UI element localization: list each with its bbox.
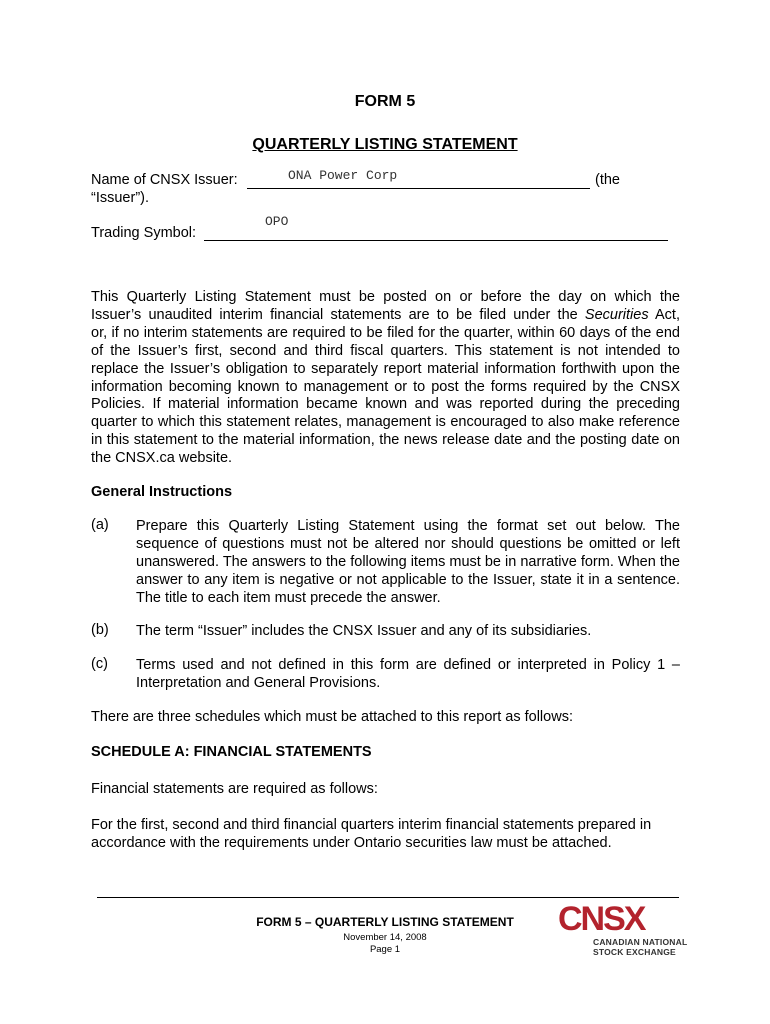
trading-symbol-field[interactable] [204, 214, 668, 241]
general-instructions-heading: General Instructions [91, 484, 233, 500]
logo-line-1: CANADIAN NATIONAL [593, 937, 688, 947]
cnsx-logo-mark [556, 900, 646, 936]
item-text-a: Prepare this Quarterly Listing Statement using the format set out below. The sequence of questions must not be altered nor should questions be omitted or left unanswered. The answers to the following items must be in narrative form. When the answer to any item is negative or not applicable to the Issuer, state it in a sentence. The title to each item must precede the answer. [136, 518, 680, 606]
footer-title: FORM 5 – QUARTERLY LISTING STATEMENT [256, 915, 514, 929]
form-number: FORM 5 [354, 93, 416, 110]
schedule-a-para-2: For the first, second and third financial quarters interim financial statements prepared in accordance with the requirements under Ontario securities law must be attached. [91, 817, 652, 851]
intro-line-2-text: Issuer’s unaudited interim financial statements are to be filed under the [91, 306, 585, 323]
intro-line-1: This Quarterly Listing Statement must be posted on or before the day on which the [91, 289, 680, 305]
item-text-b: The term “Issuer” includes the CNSX Issuer and any of its subsidiaries. [136, 623, 592, 639]
intro-rest: or, if no interim statements are required to be filed for the quarter, within 60 days of the end of the Issuer’s first, second and third fiscal quarters. This statement is not intended to replace the Issuer’s obligation to separately report material information forthwith upon the information becoming known to management or to post the forms required by the CNSX Policies. If material information became known and was reported during the preceding quarter to which this statement relates, management is encouraged to also make reference in this statement to the material information, the news release date and the posting date on the CNSX.ca website. [91, 324, 680, 467]
cnsx-logo-text: CNSX [558, 900, 645, 936]
item-letter-b: (b) [91, 622, 109, 638]
logo-line-2: STOCK EXCHANGE [593, 947, 676, 957]
item-text-c: Terms used and not defined in this form are defined or interpreted in Policy 1 – Interpretation and General Provisions. [136, 657, 680, 691]
item-letter-a: (a) [91, 517, 109, 533]
securities-italic: Securities [584, 306, 649, 323]
trading-symbol-label: Trading Symbol: [91, 225, 197, 241]
intro-line-2-end: Act, [648, 306, 680, 323]
schedules-note: There are three schedules which must be attached to this report as follows: [91, 709, 573, 725]
footer-date: November 14, 2008 [343, 932, 427, 943]
schedule-a-heading: SCHEDULE A: FINANCIAL STATEMENTS [91, 744, 372, 760]
footer-divider [97, 897, 679, 898]
issuer-field[interactable] [247, 168, 590, 189]
item-letter-c: (c) [91, 656, 108, 672]
issuer-suffix: (the [595, 172, 620, 188]
intro-line-2 [91, 307, 680, 325]
issuer-value: ONA Power Corp [288, 168, 398, 183]
form-title: QUARTERLY LISTING STATEMENT [252, 136, 518, 153]
intro-paragraph [91, 289, 680, 468]
issuer-label: Name of CNSX Issuer: [91, 172, 238, 188]
trading-symbol-value: OPO [265, 214, 289, 229]
footer-page-number: Page 1 [369, 944, 401, 955]
issuer-suffix-continued: “Issuer”). [91, 190, 149, 206]
schedule-a-para-1: Financial statements are required as follows: [91, 781, 378, 797]
